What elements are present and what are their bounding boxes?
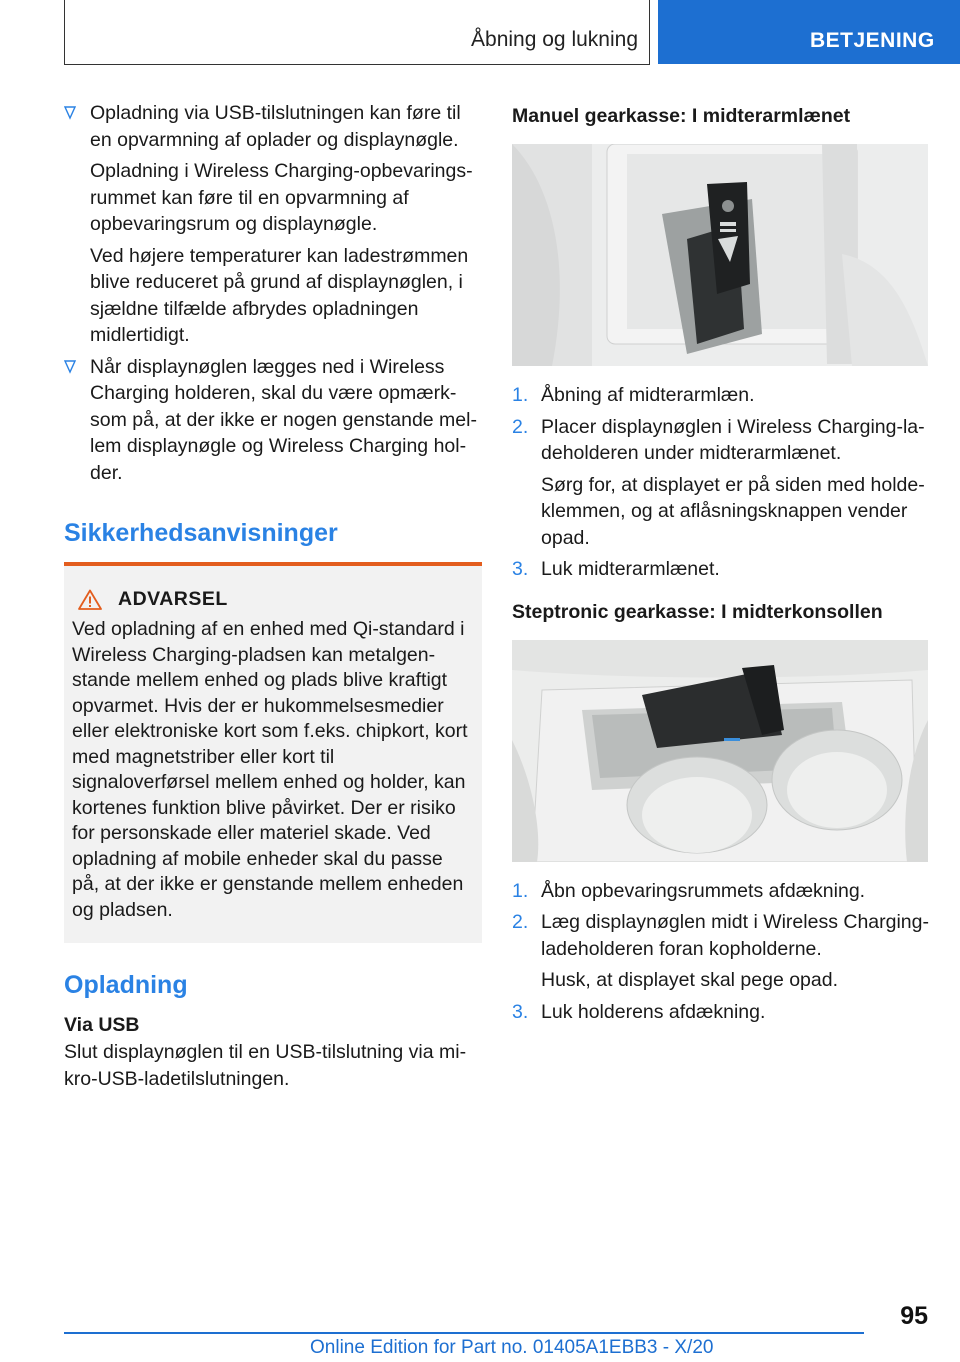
list-item [512,909,930,994]
triangle-bullet-icon [64,360,76,374]
warning-label: ADVARSEL [118,588,228,610]
step-text: Læg displaynøglen midt i Wireless Charging-ladeholderen foran kopholderne. [541,911,929,960]
header-section-title: Åbning og lukning [471,28,638,51]
step-text: Husk, at displayet skal pege opad. [541,969,839,991]
list-item [512,382,930,409]
list-item [64,100,482,349]
armrest-illustration [512,144,928,366]
usb-heading: Via USB [64,1014,140,1036]
bullet-paragraph: Når displaynøglen lægges ned i Wireless Charging holderen, skal du være opmærksom på, at der ikke er nogen genstande mellem displaynøgle og Wireless Charging holder. [90,355,477,484]
warning-triangle-icon [78,589,102,610]
step-number: 1. [512,879,529,902]
list-item [512,878,930,905]
bullet-paragraph: Opladning i Wireless Charging-opbevaringsrummet kan føre til en opvarmning af opbevaringsrum og displaynøgle. [90,160,473,235]
bullet-paragraph: Opladning via USB-tilslutningen kan føre til en opvarmning af oplader og displaynøgle. [90,102,461,151]
step-number: 2. [512,415,529,438]
step-text: Luk midterarmlænet. [541,558,720,580]
warning-header [72,588,474,611]
section-title-safety: Sikkerhedsanvisninger [64,519,338,547]
bullet-paragraph: Ved højere temperaturer kan ladestrømmen blive reduceret på grund af displaynøglen, i sjældne tilfælde afbrydes opladningen midlertidigt. [90,244,469,346]
usb-text: Slut displaynøglen til en USB-tilslutning via mikro-USB-ladetilslutningen. [64,1041,467,1090]
right-column [512,100,930,1030]
console-illustration [512,640,928,862]
console-image [512,640,928,862]
warning-text: Ved opladning af en enhed med Qi-standard i Wireless Charging-pladsen kan metalgenstande mellem enhed og plads blive kraftigt opvarmet. Hvis der er hukommelsesmedier eller elektroniske kort som f.eks. chipkort, kort med magnetstriber eller kort til signaloverførsel mellem enhed og holder, kan kortenes funktion blive påvirket. Der er risiko for personskade eller materiel skade. Ved opladning af mobile enheder skal du passe på, at der ikke er genstande mellem enheden og pladsen. [72,618,468,921]
header-bottom-rule [64,64,650,65]
steptronic-heading: Steptronic gearkasse: I midterkonsollen [512,600,883,623]
step-number: 1. [512,384,529,406]
step-text: Luk holderens afdækning. [541,1000,766,1023]
list-item [64,354,482,487]
list-item [512,414,930,552]
page-number: 95 [900,1302,928,1330]
list-item [512,999,930,1026]
left-column [64,100,482,1092]
armrest-image [512,144,928,366]
footer-rule [64,1332,864,1334]
step-number: 3. [512,558,529,580]
step-text: Sørg for, at displayet er på siden med holdeklemmen, og at aflåsningsknappen vender opad. [541,473,925,549]
manual-gearbox-heading: Manuel gearkasse: I midterarmlænet [512,105,851,127]
list-item [512,556,930,583]
step-text: Placer displaynøglen i Wireless Charging-ladeholderen under midterarmlænet. [541,415,925,464]
header-left-rule [64,0,65,64]
footer-edition-link[interactable]: Online Edition for Part no. 01405A1EBB3 - X/20 [310,1337,714,1358]
step-text: Åbning af midterarmlæn. [541,384,755,406]
step-number: 2. [512,911,529,933]
triangle-bullet-icon [64,106,76,120]
step-text: Åbn opbevaringsrummets afdækning. [541,879,866,902]
section-title-charging: Opladning [64,971,188,999]
header-chapter-tab[interactable]: BETJENING [658,0,960,64]
header-divider [649,0,650,64]
step-number: 3. [512,1000,529,1023]
warning-box [64,562,482,943]
